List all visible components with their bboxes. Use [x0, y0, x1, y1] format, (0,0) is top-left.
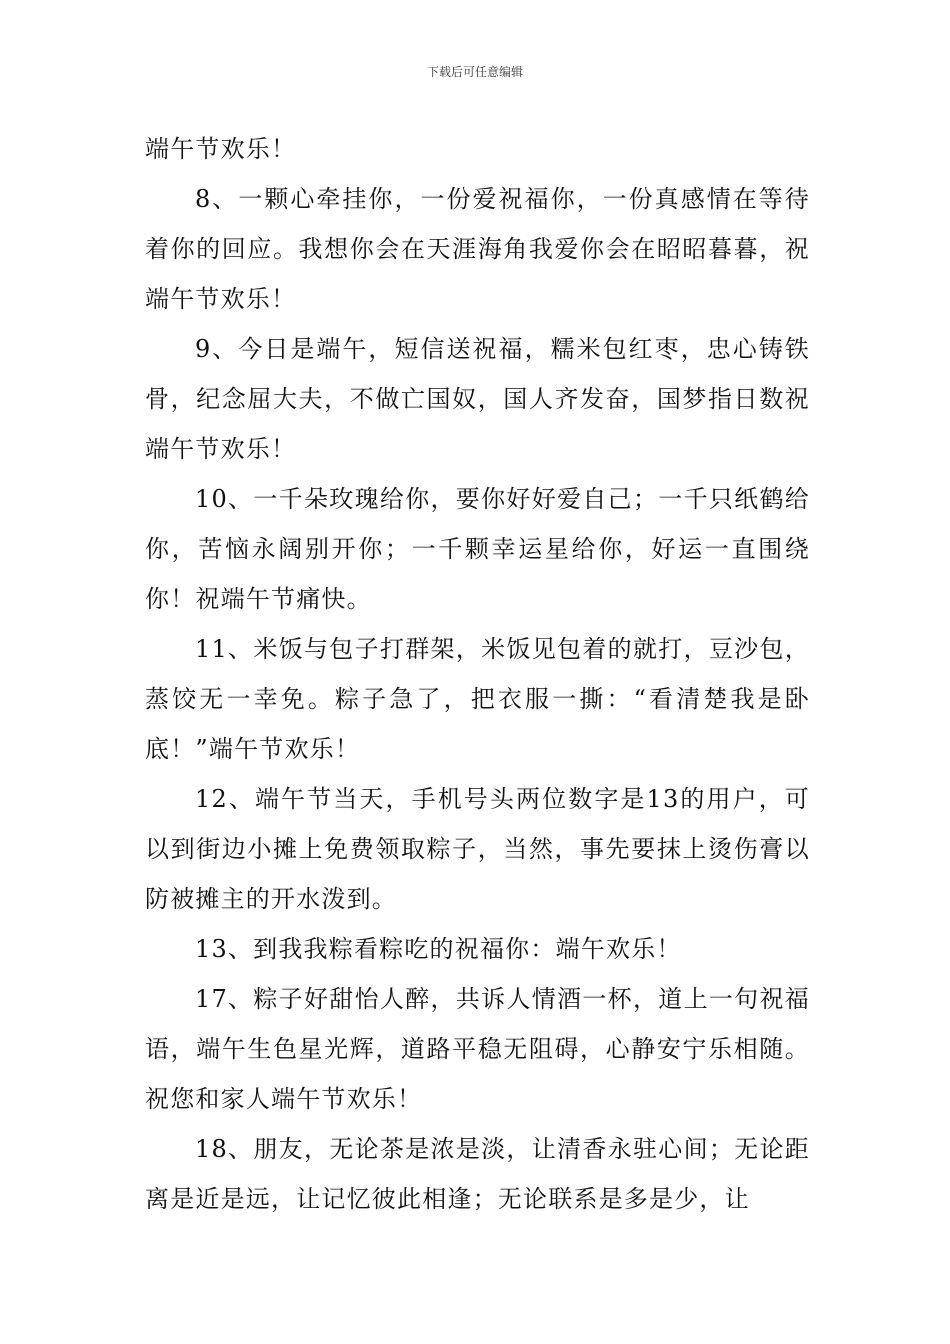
paragraph-0: 端午节欢乐！ [145, 135, 297, 163]
paragraph-6: 13、到我我粽看粽吃的祝福你：端午欢乐！ [195, 935, 682, 963]
paragraph-4: 11、米饭与包子打群架，米饭见包着的就打，豆沙包，蒸饺无一幸免。粽子急了，把衣服一撕：“看清楚我是卧底！”端午节欢乐！ [145, 635, 810, 763]
paragraph-2: 9、今日是端午，短信送祝福，糯米包红枣，忠心铸铁骨，纪念屈大夫，不做亡国奴，国人齐发奋，国梦指日数祝端午节欢乐！ [145, 335, 810, 463]
paragraph-3: 10、一千朵玫瑰给你，要你好好爱自己；一千只纸鹤给你，苦恼永阔别开你；一千颗幸运星给你，好运一直围绕你！祝端午节痛快。 [145, 485, 810, 613]
paragraph-5: 12、端午节当天，手机号头两位数字是13的用户，可以到街边小摊上免费领取粽子，当然，事先要抹上烫伤膏以防被摊主的开水泼到。 [145, 785, 810, 913]
paragraph-7: 17、粽子好甜怡人醉，共诉人情酒一杯，道上一句祝福语，端午生色星光辉，道路平稳无阻碍，心静安宁乐相随。祝您和家人端午节欢乐！ [145, 985, 810, 1113]
paragraph-1: 8、一颗心牵挂你，一份爱祝福你，一份真感情在等待着你的回应。我想你会在天涯海角我爱你会在昭昭暮暮，祝端午节欢乐！ [145, 185, 810, 313]
page-header-note: 下载后可任意编辑 [426, 65, 523, 79]
paragraph-8: 18、朋友，无论茶是浓是淡，让清香永驻心间；无论距离是近是远，让记忆彼此相逢；无论联系是多是少，让 [145, 1135, 810, 1213]
document-body [145, 124, 810, 1224]
